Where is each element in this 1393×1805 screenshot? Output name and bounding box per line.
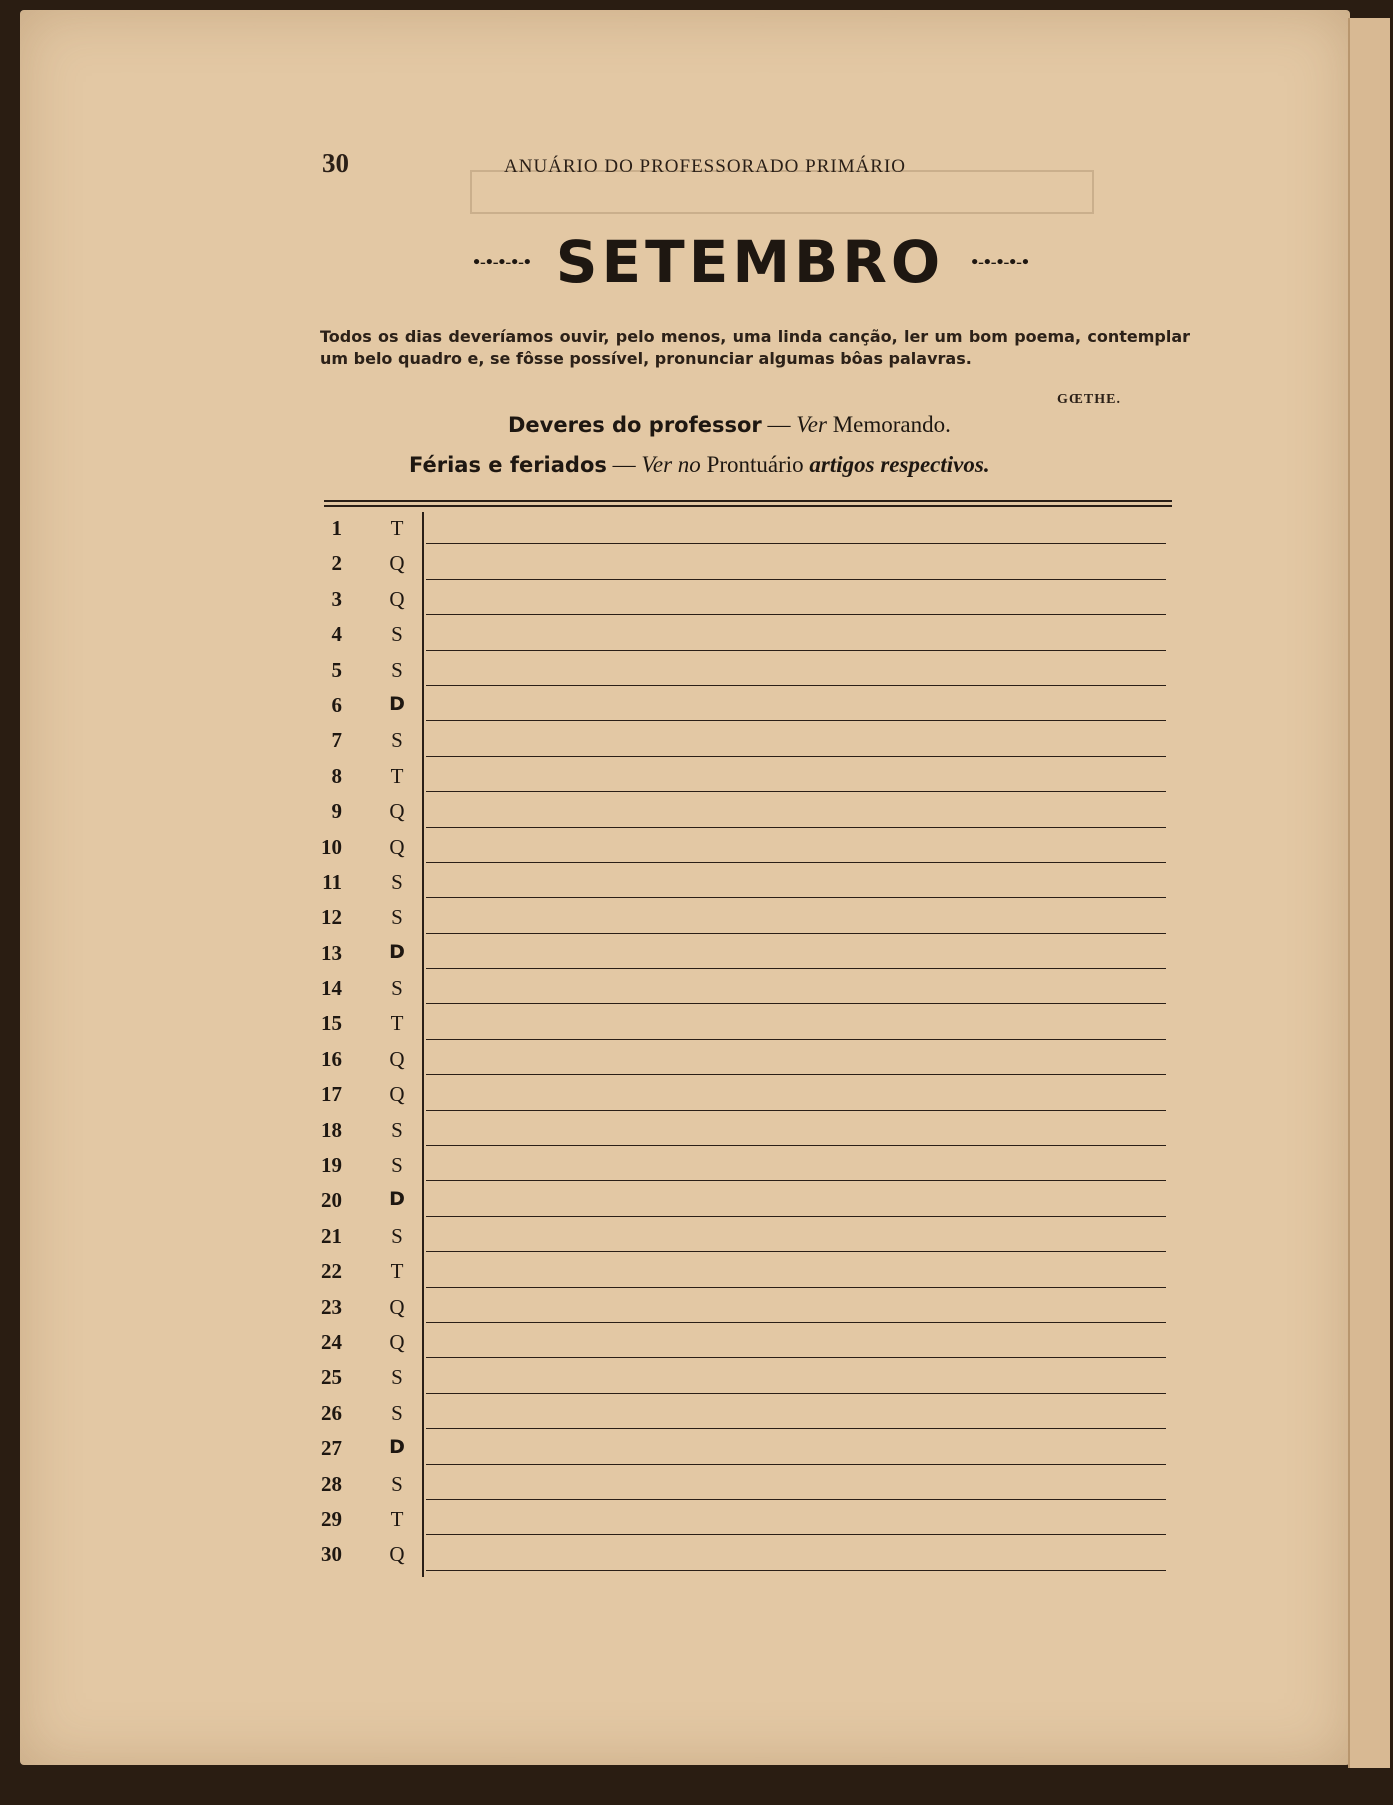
calendar-day-row [300,937,1180,972]
writing-line [426,1145,1166,1146]
calendar-day-row [300,972,1180,1007]
holidays-separator: — [606,452,642,477]
day-number: 25 [321,1365,342,1390]
page-header [322,148,1022,182]
weekday-letter: T [390,1259,404,1284]
calendar-day-row [300,1468,1180,1503]
calendar-day-row [300,1538,1180,1573]
weekday-letter: Q [389,834,405,859]
day-number: 7 [331,728,342,753]
calendar-day-row [300,795,1180,830]
day-number: 8 [331,763,342,788]
duties-reference: Memorando. [826,412,951,437]
calendar-day-row [300,1114,1180,1149]
day-number: 2 [331,551,342,576]
calendar-day-row [300,1149,1180,1184]
weekday-letter: S [391,728,403,753]
calendar-day-row [300,1184,1180,1219]
calendar-day-row [300,583,1180,618]
weekday-letter: Q [389,1329,405,1354]
weekday-letter: S [391,1223,403,1248]
writing-line [426,720,1166,721]
day-number: 22 [321,1259,342,1284]
day-number: 15 [321,1011,342,1036]
day-number: 24 [321,1329,342,1354]
weekday-letter: T [390,763,404,788]
weekday-letter: S [391,1153,403,1178]
weekday-letter: T [390,1506,404,1531]
day-number: 11 [322,869,342,894]
day-number: 30 [321,1542,342,1567]
weekday-letter: S [391,1117,403,1142]
calendar-day-row [300,1043,1180,1078]
weekday-letter: Q [389,799,405,824]
writing-line [426,1180,1166,1181]
calendar-day-row [300,866,1180,901]
day-number: 17 [321,1082,342,1107]
weekday-letter: S [391,1400,403,1425]
month-heading [410,228,1090,298]
day-number: 20 [321,1188,342,1213]
duties-note [508,412,951,438]
day-number: 9 [331,799,342,824]
writing-line [426,1251,1166,1252]
writing-line [426,756,1166,757]
weekday-letter: D [389,940,405,963]
running-title: ANUÁRIO DO PROFESSORADO PRIMÁRIO [504,156,907,177]
writing-line [426,1110,1166,1111]
writing-line [426,1287,1166,1288]
writing-line [426,1464,1166,1465]
writing-line [426,1039,1166,1040]
day-number: 27 [321,1436,342,1461]
writing-line [426,650,1166,651]
writing-line [426,579,1166,580]
calendar-day-row [300,1326,1180,1361]
holidays-ver: Ver no [641,452,701,477]
adjacent-page-edge [1348,18,1390,1768]
weekday-letter: D [389,692,405,715]
duties-separator: — [761,412,797,437]
writing-line [426,968,1166,969]
ornament-right: •-•-•-•-• [969,251,1029,273]
writing-line [426,1357,1166,1358]
weekday-letter: S [391,1471,403,1496]
writing-line [426,862,1166,863]
calendar-day-row [300,1361,1180,1396]
holidays-note [409,452,990,478]
day-number: 1 [331,516,342,540]
calendar-day-row [300,1503,1180,1538]
weekday-letter: T [390,516,404,540]
writing-line [426,827,1166,828]
calendar-day-row [300,689,1180,724]
calendar-day-row [300,618,1180,653]
calendar-day-row [300,1255,1180,1290]
weekday-letter: Q [389,1082,405,1107]
day-number: 6 [331,692,342,717]
day-number: 14 [321,976,342,1001]
day-number: 26 [321,1400,342,1425]
calendar-day-row [300,1078,1180,1113]
weekday-letter: Q [389,1046,405,1071]
epigraph-author: GŒTHE. [1057,392,1121,407]
calendar-day-row [300,724,1180,759]
weekday-letter: T [390,1011,404,1036]
writing-line [426,933,1166,934]
table-top-rule [324,500,1172,502]
holidays-tail: artigos respectivos. [809,452,990,477]
duties-ver: Ver [796,412,827,437]
weekday-letter: D [389,1436,405,1459]
writing-line [426,1393,1166,1394]
page-number: 30 [322,148,349,178]
day-number: 23 [321,1294,342,1319]
writing-line [426,1074,1166,1075]
day-number: 4 [331,622,342,647]
weekday-letter: Q [389,1542,405,1567]
month-title: SETEMBRO [555,228,945,296]
weekday-letter: Q [389,586,405,611]
weekday-letter: S [391,976,403,1001]
calendar-day-row [300,901,1180,936]
calendar-day-row [300,654,1180,689]
weekday-letter: Q [389,551,405,576]
weekday-letter: S [391,869,403,894]
writing-line [426,614,1166,615]
day-number: 10 [321,834,342,859]
duties-label: Deveres do professor [508,413,762,437]
writing-line [426,1428,1166,1429]
writing-line [426,897,1166,898]
day-number: 12 [321,905,342,930]
day-number: 3 [331,586,342,611]
epigraph-text: Todos os dias deveríamos ouvir, pelo menos, uma linda canção, ler um bom poema, contemplar um belo quadro e, se fôsse possível, pronunciar algumas bôas palavras. [320,327,1190,368]
day-number: 18 [321,1117,342,1142]
day-number: 16 [321,1046,342,1071]
writing-line [426,1322,1166,1323]
weekday-letter: S [391,657,403,682]
weekday-letter: S [391,905,403,930]
calendar-day-row [300,1007,1180,1042]
day-number: 21 [321,1223,342,1248]
day-number: 13 [321,940,342,965]
ornament-left: •-•-•-•-• [471,251,531,273]
calendar-day-row [300,1397,1180,1432]
weekday-letter: S [391,622,403,647]
day-number: 29 [321,1506,342,1531]
weekday-letter: D [389,1188,405,1211]
calendar-day-row [300,1291,1180,1326]
calendar-day-row [300,760,1180,795]
writing-line [426,1499,1166,1500]
writing-line [426,1003,1166,1004]
day-number: 19 [321,1153,342,1178]
writing-line [426,1570,1166,1571]
holidays-reference: Prontuário [700,452,810,477]
holidays-label: Férias e feriados [409,453,607,477]
writing-line [426,791,1166,792]
day-number: 28 [321,1471,342,1496]
calendar-list [300,512,1180,1574]
weekday-letter: Q [389,1294,405,1319]
writing-line [426,685,1166,686]
day-number: 5 [331,657,342,682]
weekday-letter: S [391,1365,403,1390]
calendar-day-row [300,512,1180,547]
calendar-day-row [300,1220,1180,1255]
writing-line [426,1534,1166,1535]
calendar-day-row [300,547,1180,582]
writing-line [426,1216,1166,1217]
calendar-day-row [300,831,1180,866]
calendar-day-row [300,1432,1180,1467]
writing-line [426,543,1166,544]
table-top-rule-2 [324,505,1172,507]
